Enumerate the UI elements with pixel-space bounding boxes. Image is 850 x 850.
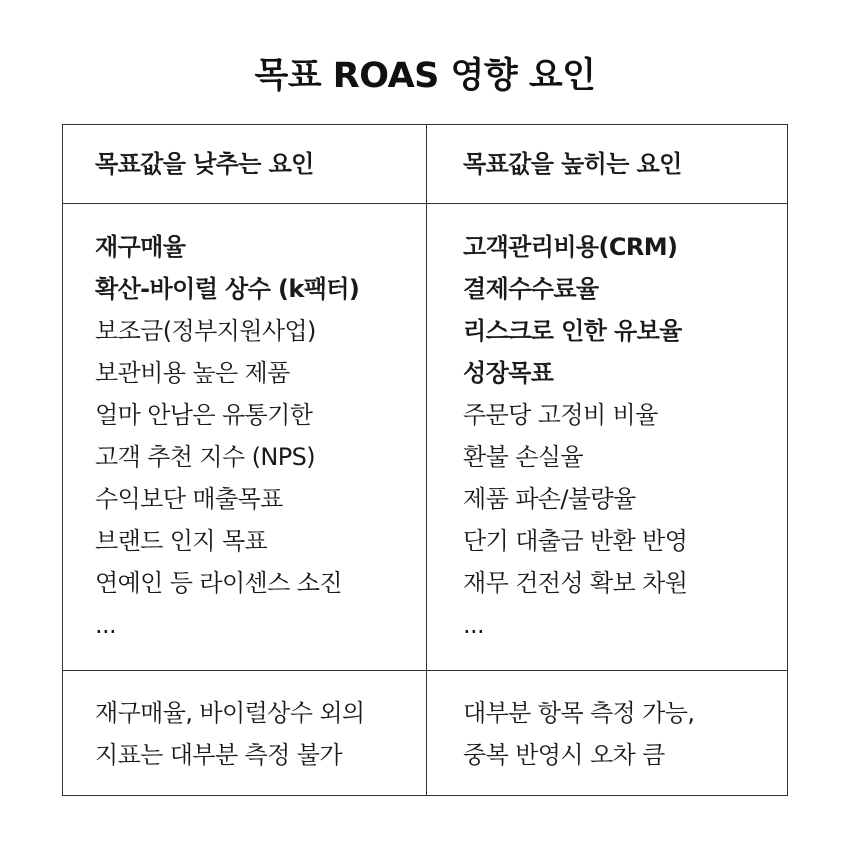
lowering-factor-item: 재구매율 [95,233,186,261]
raising-factor-item: 고객관리비용(CRM) [463,233,678,261]
lowering-note-line: 재구매율, 바이럴상수 외의 [95,699,365,727]
lowering-factor-item: 보관비용 높은 제품 [95,359,290,387]
raising-note-line: 중복 반영시 오차 큼 [463,741,665,769]
column-divider [426,125,427,795]
lowering-factor-item: 고객 추천 지수 (NPS) [95,443,315,471]
raising-factor-item: 재무 건전성 확보 차원 [463,569,688,597]
raising-factor-item: 환불 손실율 [463,443,583,471]
page-title: 목표 ROAS 영향 요인 [254,56,596,96]
lowering-factors-note [95,692,365,776]
raising-factors-note [463,692,694,776]
lowering-factor-item: 보조금(정부지원사업) [95,317,316,345]
lowering-factor-item: 연예인 등 라이센스 소진 [95,569,342,597]
lowering-factor-item: 수익보단 매출목표 [95,485,283,513]
lowering-note-line: 지표는 대부분 측정 불가 [95,741,342,769]
raising-note-line: 대부분 항목 측정 가능, [463,699,695,727]
lowering-factor-item: 얼마 안남은 유통기한 [95,401,313,429]
lowering-factor-item: 확산-바이럴 상수 (k팩터) [95,275,360,303]
raising-factors-list [463,226,687,646]
raising-factor-item: 주문당 고정비 비율 [463,401,658,429]
raising-factor-item: 단기 대출금 반환 반영 [463,527,688,555]
raising-factor-item: 리스크로 인한 유보율 [463,317,682,345]
raising-factor-item: 결제수수료율 [463,275,599,303]
lowering-factor-item: 브랜드 인지 목표 [95,527,268,555]
raising-factor-item: ... [463,611,485,639]
header-divider [63,203,787,204]
raising-factor-item: 성장목표 [463,359,554,387]
raising-factor-item: 제품 파손/불량율 [463,485,636,513]
header-lowering-factors: 목표값을 낮추는 요인 [95,150,314,178]
header-raising-factors: 목표값을 높히는 요인 [463,150,682,178]
footer-divider [63,670,787,671]
lowering-factors-list [95,226,359,646]
lowering-factor-item: ... [95,611,117,639]
factor-table [62,124,788,796]
